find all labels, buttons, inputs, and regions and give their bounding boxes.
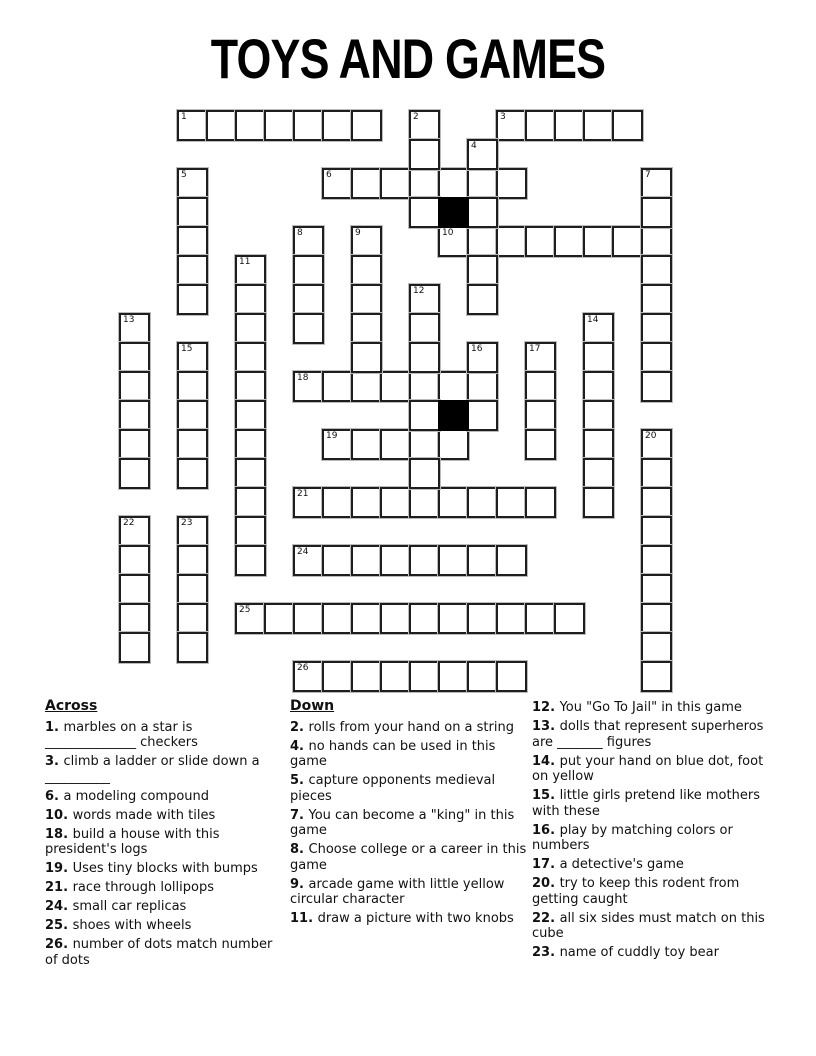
grid-cell	[293, 545, 324, 576]
grid-cell	[177, 197, 208, 228]
grid-cell	[235, 284, 266, 315]
grid-cell	[612, 110, 643, 141]
grid-cell	[612, 226, 643, 257]
grid-cell	[583, 371, 614, 402]
clue-item-22	[532, 911, 776, 942]
cell-number: 8	[297, 228, 303, 238]
grid-cell	[467, 342, 498, 373]
across-clues-column	[45, 699, 283, 972]
grid-cell	[525, 342, 556, 373]
grid-cell	[235, 342, 266, 373]
clue-item-3	[45, 754, 283, 785]
clue-number: 1.	[45, 719, 64, 735]
page-title: TOYS AND GAMES	[210, 27, 606, 90]
clue-number: 11.	[290, 911, 318, 926]
grid-cell	[293, 284, 324, 315]
across-header: Across	[45, 698, 98, 714]
cell-number: 10	[442, 228, 454, 238]
grid-cell	[293, 110, 324, 141]
clue-number: 4.	[290, 738, 309, 754]
clue-text: small car replicas	[72, 899, 187, 914]
grid-cell	[177, 458, 208, 489]
grid-cell	[583, 458, 614, 489]
grid-cell	[525, 226, 556, 257]
cell-number: 14	[587, 315, 599, 325]
grid-cell	[467, 284, 498, 315]
clue-item-11	[290, 911, 532, 927]
grid-cell	[351, 168, 382, 199]
clue-text: marbles on a star is ______________ checkers	[45, 719, 198, 750]
grid-cell	[177, 574, 208, 605]
across-clue-list	[45, 720, 283, 969]
grid-cell	[177, 342, 208, 373]
cell-number: 23	[181, 518, 193, 528]
cell-number: 9	[355, 228, 361, 238]
clue-text: no hands can be used in this game	[290, 738, 496, 769]
grid-cell	[177, 429, 208, 460]
grid-cell	[119, 342, 150, 373]
cell-number: 26	[297, 663, 309, 673]
black-cell	[438, 400, 469, 431]
grid-cell	[438, 487, 469, 518]
grid-cell	[641, 661, 672, 692]
grid-cell	[177, 545, 208, 576]
clue-item-9	[290, 877, 532, 908]
grid-cell	[641, 487, 672, 518]
grid-cell	[119, 574, 150, 605]
grid-cell	[496, 168, 527, 199]
clue-number: 2.	[290, 719, 309, 735]
grid-cell	[235, 458, 266, 489]
cell-number: 6	[326, 170, 332, 180]
grid-cell	[641, 168, 672, 199]
down-header: Down	[290, 698, 335, 714]
grid-cell	[351, 110, 382, 141]
clue-item-19	[45, 861, 283, 877]
grid-cell	[409, 139, 440, 170]
grid-cell	[351, 603, 382, 634]
clue-item-4	[290, 739, 532, 770]
clue-number: 24.	[45, 899, 73, 914]
grid-cell	[583, 429, 614, 460]
clue-number: 12.	[532, 700, 560, 715]
grid-cell	[467, 661, 498, 692]
clue-text: put your hand on blue dot, foot on yellow	[532, 753, 764, 784]
grid-cell	[525, 110, 556, 141]
down-clue-list-1	[290, 720, 532, 927]
grid-cell	[351, 429, 382, 460]
grid-cell	[409, 458, 440, 489]
grid-cell	[177, 168, 208, 199]
clue-number: 20.	[532, 876, 560, 891]
grid-cell	[583, 400, 614, 431]
grid-cell	[641, 545, 672, 576]
grid-cell	[351, 255, 382, 286]
grid-cell	[380, 371, 411, 402]
clue-item-13	[532, 719, 776, 750]
clue-item-1	[45, 720, 283, 751]
grid-cell	[641, 313, 672, 344]
clue-text: number of dots match number of dots	[45, 937, 273, 968]
clue-item-18	[45, 827, 283, 858]
grid-cell	[235, 400, 266, 431]
grid-cell	[583, 313, 614, 344]
grid-cell	[467, 197, 498, 228]
grid-cell	[351, 284, 382, 315]
cell-number: 25	[239, 605, 251, 615]
grid-cell	[322, 661, 353, 692]
grid-cell	[380, 429, 411, 460]
grid-cell	[525, 429, 556, 460]
clue-number: 21.	[45, 880, 73, 895]
clue-number: 18.	[45, 826, 73, 842]
grid-cell	[235, 545, 266, 576]
grid-cell	[467, 603, 498, 634]
cell-number: 24	[297, 547, 309, 557]
grid-cell	[525, 400, 556, 431]
cell-number: 13	[123, 315, 135, 325]
clue-text: You can become a "king" in this game	[290, 807, 515, 838]
clue-text: build a house with this president's logs	[45, 826, 220, 857]
clue-number: 5.	[290, 773, 309, 788]
grid-cell	[119, 545, 150, 576]
grid-cell	[177, 603, 208, 634]
grid-cell	[525, 487, 556, 518]
black-cell	[438, 197, 469, 228]
grid-cell	[119, 632, 150, 663]
grid-cell	[409, 371, 440, 402]
grid-cell	[322, 429, 353, 460]
clue-item-12	[532, 700, 776, 716]
grid-cell	[496, 661, 527, 692]
grid-cell	[467, 255, 498, 286]
clue-text: all six sides must match on this cube	[532, 910, 765, 941]
cell-number: 3	[500, 112, 506, 122]
grid-cell	[235, 603, 266, 634]
grid-cell	[409, 284, 440, 315]
grid-cell	[438, 429, 469, 460]
grid-cell	[380, 603, 411, 634]
clue-item-23	[532, 945, 776, 961]
clue-number: 17.	[532, 857, 560, 872]
grid-cell	[641, 574, 672, 605]
grid-cell	[467, 545, 498, 576]
down-clues-column-2	[532, 700, 776, 964]
grid-cell	[322, 487, 353, 518]
grid-cell	[641, 429, 672, 460]
clue-number: 14.	[532, 753, 560, 769]
grid-cell	[554, 226, 585, 257]
cell-number: 12	[413, 286, 425, 296]
down-clue-list-2	[532, 700, 776, 961]
grid-cell	[554, 110, 585, 141]
grid-cell	[322, 110, 353, 141]
grid-cell	[583, 110, 614, 141]
grid-cell	[641, 371, 672, 402]
grid-cell	[641, 458, 672, 489]
grid-cell	[293, 661, 324, 692]
grid-cell	[380, 487, 411, 518]
grid-cell	[177, 110, 208, 141]
grid-cell	[409, 400, 440, 431]
grid-cell	[119, 516, 150, 547]
grid-cell	[409, 487, 440, 518]
grid-cell	[177, 632, 208, 663]
grid-cell	[119, 371, 150, 402]
clue-text: arcade game with little yellow circular character	[290, 876, 505, 907]
grid-cell	[177, 516, 208, 547]
cell-number: 18	[297, 373, 309, 383]
clue-text: climb a ladder or slide down a __________	[45, 754, 260, 785]
grid-cell	[641, 284, 672, 315]
grid-cell	[380, 545, 411, 576]
clue-text: play by matching colors or numbers	[532, 822, 733, 853]
clue-item-14	[532, 754, 776, 785]
grid-cell	[438, 603, 469, 634]
cell-number: 4	[471, 141, 477, 151]
grid-cell	[438, 168, 469, 199]
clue-item-21	[45, 880, 283, 896]
grid-cell	[119, 603, 150, 634]
grid-cell	[119, 400, 150, 431]
grid-cell	[409, 545, 440, 576]
clue-item-2	[290, 720, 532, 736]
clue-text: a modeling compound	[63, 788, 210, 804]
grid-cell	[641, 342, 672, 373]
grid-cell	[467, 226, 498, 257]
grid-cell	[380, 661, 411, 692]
grid-cell	[438, 661, 469, 692]
cell-number: 17	[529, 344, 541, 354]
grid-cell	[438, 371, 469, 402]
cell-number: 21	[297, 489, 309, 499]
grid-cell	[583, 487, 614, 518]
cell-number: 2	[413, 112, 419, 122]
grid-cell	[351, 545, 382, 576]
clue-text: a detective's game	[559, 857, 684, 872]
clue-number: 25.	[45, 918, 73, 933]
clue-number: 23.	[532, 945, 560, 960]
grid-cell	[351, 661, 382, 692]
clue-item-5	[290, 773, 532, 804]
grid-cell	[235, 429, 266, 460]
clue-item-15	[532, 788, 776, 819]
grid-cell	[322, 371, 353, 402]
grid-cell	[583, 342, 614, 373]
clue-number: 26.	[45, 937, 73, 952]
grid-cell	[351, 342, 382, 373]
clue-text: dolls that represent superheros are _______ figures	[532, 719, 764, 750]
cell-number: 1	[181, 112, 187, 122]
grid-cell	[322, 168, 353, 199]
grid-cell	[177, 226, 208, 257]
grid-cell	[496, 487, 527, 518]
grid-cell	[264, 110, 295, 141]
grid-cell	[438, 545, 469, 576]
clue-text: rolls from your hand on a string	[308, 719, 514, 735]
cell-number: 15	[181, 344, 193, 354]
grid-cell	[525, 371, 556, 402]
grid-cell	[119, 429, 150, 460]
clue-text: try to keep this rodent from getting caught	[532, 876, 740, 907]
grid-cell	[293, 487, 324, 518]
clue-number: 13.	[532, 719, 560, 734]
grid-cell	[641, 197, 672, 228]
grid-cell	[409, 429, 440, 460]
clue-text: shoes with wheels	[72, 918, 192, 933]
cell-number: 5	[181, 170, 187, 180]
grid-cell	[293, 371, 324, 402]
clue-item-8	[290, 842, 532, 873]
grid-cell	[496, 110, 527, 141]
clue-number: 19.	[45, 861, 73, 876]
grid-cell	[409, 197, 440, 228]
grid-cell	[351, 487, 382, 518]
grid-cell	[467, 139, 498, 170]
grid-cell	[351, 371, 382, 402]
grid-cell	[235, 255, 266, 286]
cell-number: 16	[471, 344, 483, 354]
down-clues-column-1	[290, 699, 532, 930]
grid-cell	[409, 603, 440, 634]
grid-cell	[177, 284, 208, 315]
clue-number: 7.	[290, 807, 309, 823]
clue-number: 3.	[45, 754, 64, 769]
grid-cell	[641, 632, 672, 663]
clue-text: Choose college or a career in this game	[290, 842, 527, 873]
cell-number: 19	[326, 431, 338, 441]
grid-cell	[322, 603, 353, 634]
grid-cell	[641, 255, 672, 286]
grid-cell	[496, 545, 527, 576]
grid-cell	[177, 255, 208, 286]
grid-cell	[409, 661, 440, 692]
grid-cell	[409, 313, 440, 344]
grid-cell	[235, 516, 266, 547]
grid-cell	[206, 110, 237, 141]
clue-number: 9.	[290, 876, 309, 892]
grid-cell	[409, 342, 440, 373]
clue-item-17	[532, 857, 776, 873]
grid-cell	[235, 371, 266, 402]
grid-cell	[293, 226, 324, 257]
clue-text: capture opponents medieval pieces	[290, 773, 496, 804]
grid-cell	[293, 313, 324, 344]
clue-text: draw a picture with two knobs	[317, 911, 514, 926]
clue-text: name of cuddly toy bear	[559, 945, 719, 960]
clue-item-25	[45, 918, 283, 934]
grid-cell	[235, 313, 266, 344]
clue-text: race through lollipops	[72, 880, 214, 895]
cell-number: 20	[645, 431, 657, 441]
clue-item-20	[532, 876, 776, 907]
clue-number: 8.	[290, 842, 309, 857]
clue-text: words made with tiles	[72, 807, 216, 823]
clue-text: Uses tiny blocks with bumps	[72, 861, 258, 876]
grid-cell	[351, 313, 382, 344]
grid-cell	[554, 603, 585, 634]
clue-text: You "Go To Jail" in this game	[559, 700, 742, 715]
clue-item-7	[290, 808, 532, 839]
grid-cell	[177, 400, 208, 431]
grid-cell	[235, 487, 266, 518]
clue-item-16	[532, 823, 776, 854]
grid-cell	[380, 168, 411, 199]
cell-number: 11	[239, 257, 251, 267]
grid-cell	[467, 371, 498, 402]
clue-number: 15.	[532, 788, 560, 803]
grid-cell	[641, 516, 672, 547]
clue-number: 6.	[45, 788, 64, 804]
clue-item-6	[45, 789, 283, 805]
grid-cell	[409, 168, 440, 199]
clue-item-26	[45, 937, 283, 968]
grid-cell	[467, 168, 498, 199]
clue-number: 10.	[45, 807, 73, 823]
grid-cell	[293, 603, 324, 634]
cell-number: 22	[123, 518, 135, 528]
clue-number: 22.	[532, 910, 560, 926]
grid-cell	[583, 226, 614, 257]
clue-item-24	[45, 899, 283, 915]
clue-number: 16.	[532, 822, 560, 838]
grid-cell	[467, 487, 498, 518]
cell-number: 7	[645, 170, 651, 180]
grid-cell	[264, 603, 295, 634]
grid-cell	[177, 371, 208, 402]
grid-cell	[467, 400, 498, 431]
grid-cell	[641, 603, 672, 634]
grid-cell	[525, 603, 556, 634]
grid-cell	[409, 110, 440, 141]
grid-cell	[438, 226, 469, 257]
grid-cell	[119, 458, 150, 489]
clue-item-10	[45, 808, 283, 824]
grid-cell	[119, 313, 150, 344]
grid-cell	[496, 226, 527, 257]
grid-cell	[496, 603, 527, 634]
grid-cell	[322, 545, 353, 576]
grid-cell	[351, 226, 382, 257]
grid-cell	[235, 110, 266, 141]
grid-cell	[293, 255, 324, 286]
clue-text: little girls pretend like mothers with these	[532, 788, 760, 819]
grid-cell	[641, 226, 672, 257]
